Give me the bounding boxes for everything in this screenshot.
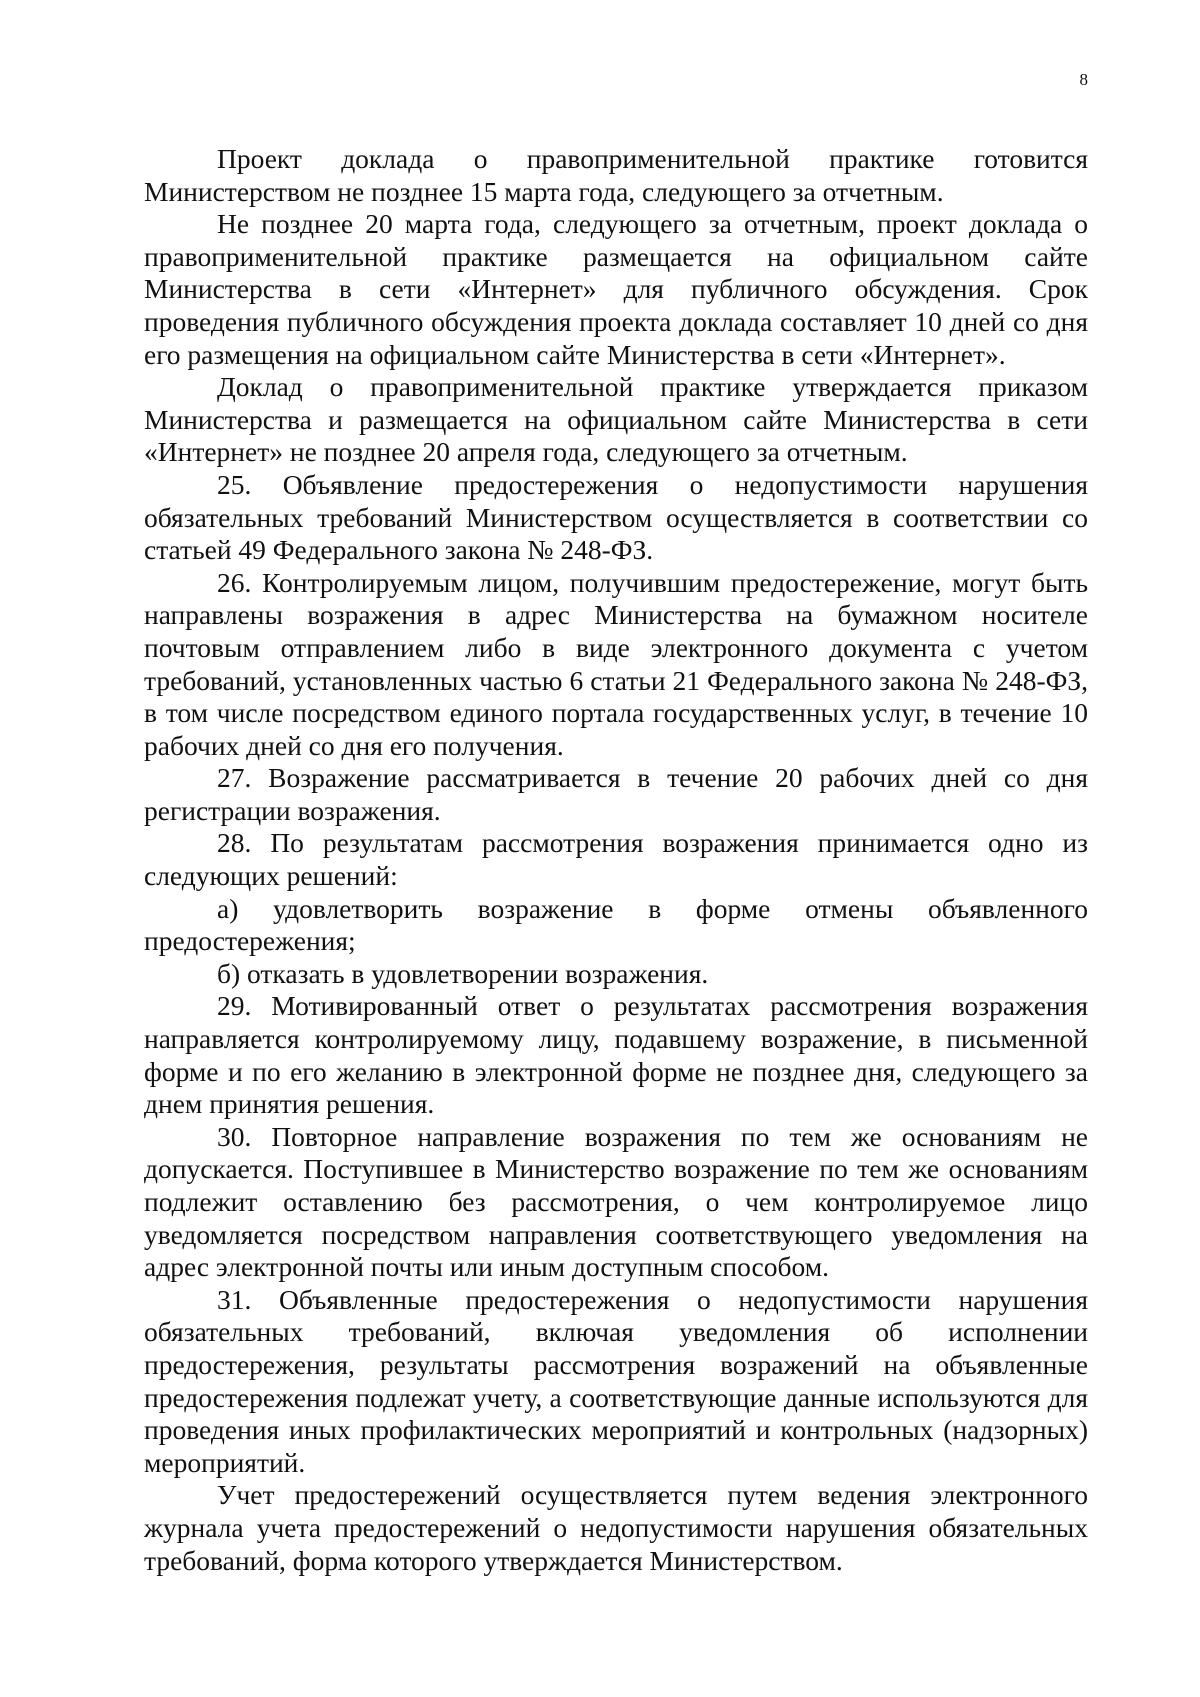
paragraph-item-28: 28. По результатам рассмотрения возражения принимается одно из следующих решений: xyxy=(144,827,1088,892)
paragraph-item-31: 31. Объявленные предостережения о недопустимости нарушения обязательных требований, включая уведомления об исполнении предостережения, результаты рассмотрения возражений на объявленные предостережения подлежат учету, а соответствующие данные используются для проведения иных профилактических мероприятий и контрольных (надзорных) мероприятий. xyxy=(144,1283,1088,1478)
paragraph-item-30: 30. Повторное направление возражения по тем же основаниям не допускается. Поступившее в Министерство возражение по тем же основаниям подлежит оставлению без рассмотрения, о чем контролируемое лицо уведомляется посредством направления соответствующего уведомления на адрес электронной почты или иным доступным способом. xyxy=(144,1120,1088,1283)
paragraph-item-25: 25. Объявление предостережения о недопустимости нарушения обязательных требований Министерством осуществляется в соответствии со статьей 49 Федерального закона № 248-ФЗ. xyxy=(144,468,1088,566)
paragraph-item-28-a: а) удовлетворить возражение в форме отмены объявленного предостережения; xyxy=(144,892,1088,957)
page-number: 8 xyxy=(1079,70,1088,89)
paragraph-item-29: 29. Мотивированный ответ о результатах рассмотрения возражения направляется контролируемому лицу, подавшему возражение, в письменной форме и по его желанию в электронной форме не позднее дня, следующего за днем принятия решения. xyxy=(144,990,1088,1120)
paragraph-public-discussion: Не позднее 20 марта года, следующего за отчетным, проект доклада о правоприменительной практике размещается на официальном сайте Министерства в сети «Интернет» для публичного обсуждения. Срок проведения публичного обсуждения проекта доклада составляет 10 дней со дня его размещения на официальном сайте Министерства в сети «Интернет». xyxy=(144,208,1088,370)
document-body xyxy=(144,143,1088,1577)
paragraph-item-26: 26. Контролируемым лицом, получившим предостережение, могут быть направлены возражения в адрес Министерства на бумажном носителе почтовым отправлением либо в виде электронного документа с учетом требований, установленных частью 6 статьи 21 Федерального закона № 248-ФЗ, в том числе посредством единого портала государственных услуг, в течение 10 рабочих дней со дня его получения. xyxy=(144,566,1088,761)
paragraph-item-27: 27. Возражение рассматривается в течение 20 рабочих дней со дня регистрации возражения. xyxy=(144,762,1088,826)
paragraph-report-draft: Проект доклада о правоприменительной практике готовится Министерством не позднее 15 марта года, следующего за отчетным. xyxy=(144,143,1088,207)
paragraph-warnings-journal: Учет предостережений осуществляется путем ведения электронного журнала учета предостережений о недопустимости нарушения обязательных требований, форма которого утверждается Министерством. xyxy=(144,1479,1088,1576)
paragraph-report-approval: Доклад о правоприменительной практике утверждается приказом Министерства и размещается на официальном сайте Министерства в сети «Интернет» не позднее 20 апреля года, следующего за отчетным. xyxy=(144,371,1088,468)
paragraph-item-28-b: б) отказать в удовлетворении возражения. xyxy=(217,957,709,989)
